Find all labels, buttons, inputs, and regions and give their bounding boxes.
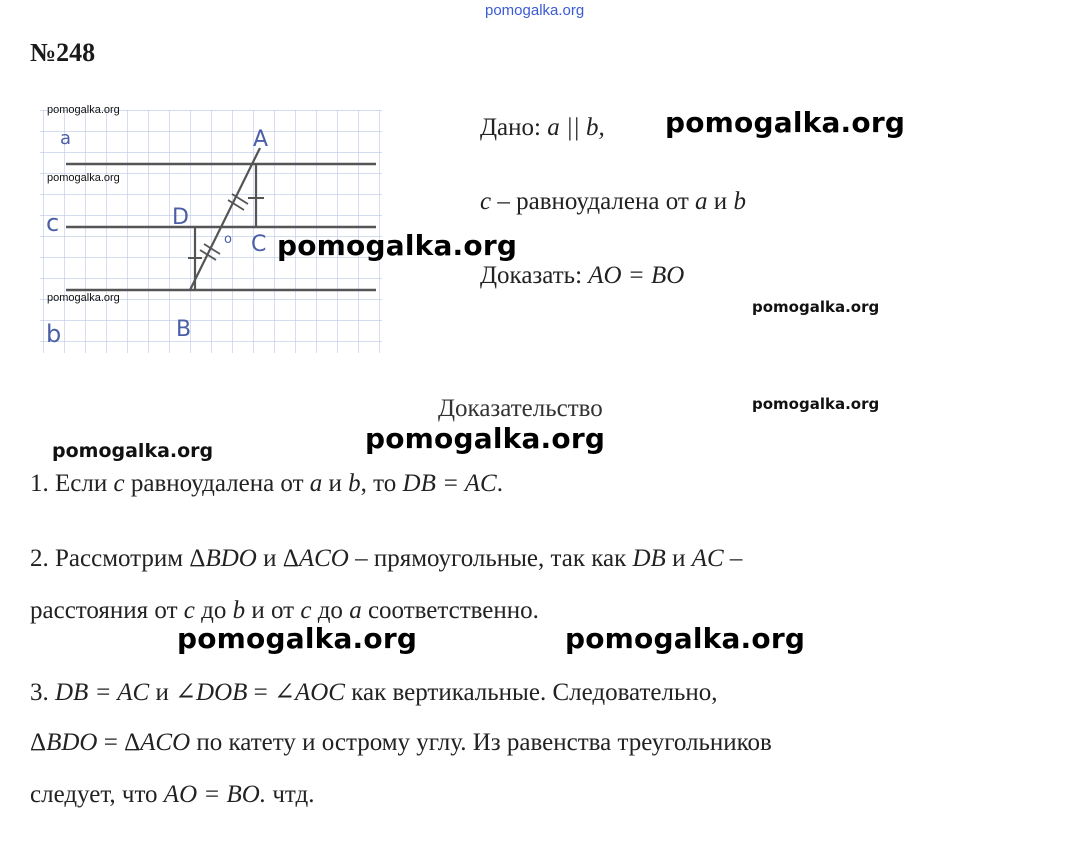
step3-text-6: = Δ bbox=[103, 729, 141, 756]
watermark-small-1: pomogalka.org bbox=[47, 104, 120, 116]
step1-var-a: a bbox=[309, 470, 323, 497]
step2-text-3: – прямоугольные, так как bbox=[355, 545, 627, 572]
watermark-mid-2: pomogalka.org bbox=[752, 395, 880, 413]
step2-var-c-2: c bbox=[300, 597, 312, 624]
step2-segment-db: DB bbox=[632, 545, 666, 572]
step2-text-6: расстояния от bbox=[30, 597, 178, 624]
step1-var-c: c bbox=[113, 470, 125, 497]
step2-var-a: a bbox=[349, 597, 362, 624]
given-expression: a || b, bbox=[547, 114, 605, 141]
watermark-big-1: pomogalka.org bbox=[665, 106, 906, 139]
top-watermark-link[interactable]: pomogalka.org bbox=[485, 2, 585, 19]
label-point-a: A bbox=[253, 127, 269, 152]
step2-text-1: 2. Рассмотрим Δ bbox=[30, 545, 206, 572]
proof-step-3-line-1 bbox=[30, 677, 718, 707]
step2-triangle-1: BDO bbox=[205, 545, 257, 572]
prove-line bbox=[480, 262, 684, 290]
given-c-line bbox=[480, 188, 746, 216]
step3-text-1: 3. bbox=[30, 679, 49, 706]
step1-var-b: b bbox=[348, 470, 361, 497]
step1-text-2: равноудалена от bbox=[130, 470, 304, 497]
given-label: Дано: bbox=[480, 114, 541, 141]
step3-equation-2: AO = BO. bbox=[163, 781, 267, 808]
proof-heading: Доказательство bbox=[438, 395, 603, 422]
geometry-figure bbox=[38, 100, 384, 355]
step1-text-4: , то bbox=[360, 470, 397, 497]
step3-text-7: по катету и острому углу. Из равенства треугольников bbox=[196, 729, 772, 756]
step3-angle-1: DOB bbox=[196, 679, 248, 706]
problem-number: №248 bbox=[30, 38, 96, 67]
step1-text-3: и bbox=[328, 470, 342, 497]
given-c-text: – равноудалена от bbox=[497, 188, 689, 215]
proof-step-1 bbox=[30, 470, 503, 498]
given-line bbox=[480, 114, 605, 142]
label-point-c: C bbox=[251, 232, 267, 257]
proof-step-2-line-2 bbox=[30, 597, 539, 625]
label-point-o: o bbox=[224, 232, 232, 247]
step2-text-9: до bbox=[317, 597, 343, 624]
step3-angle-2: AOC bbox=[294, 679, 345, 706]
watermark-small-2: pomogalka.org bbox=[47, 172, 120, 184]
step2-segment-ac: AC bbox=[691, 545, 724, 572]
step2-text-2: и Δ bbox=[263, 545, 299, 572]
watermark-small-3: pomogalka.org bbox=[47, 292, 120, 304]
label-c: c bbox=[46, 209, 60, 237]
step2-dash: – bbox=[729, 545, 743, 572]
watermark-big-5: pomogalka.org bbox=[565, 622, 806, 655]
given-a-var: a bbox=[695, 188, 708, 215]
step2-text-4: и bbox=[672, 545, 686, 572]
proof-step-2-line-1 bbox=[30, 545, 742, 573]
step3-text-8: следует, что bbox=[30, 781, 158, 808]
step1-period: . bbox=[496, 470, 503, 497]
label-a: a bbox=[60, 128, 72, 149]
step1-equation: DB = AC bbox=[402, 470, 497, 497]
step3-text-3: = ∠ bbox=[253, 679, 295, 706]
step3-text-2: и ∠ bbox=[155, 679, 197, 706]
proof-step-3-line-3 bbox=[30, 781, 314, 809]
step2-text-10: соответственно. bbox=[367, 597, 539, 624]
label-point-d: D bbox=[172, 205, 189, 230]
figure-drawing bbox=[38, 100, 384, 355]
proof-step-3-line-2 bbox=[30, 729, 772, 757]
step2-var-c-1: c bbox=[183, 597, 195, 624]
step2-text-8: и от bbox=[251, 597, 295, 624]
label-b: b bbox=[46, 320, 62, 348]
watermark-big-3: pomogalka.org bbox=[365, 422, 606, 455]
step2-var-b: b bbox=[232, 597, 246, 624]
watermark-big-4: pomogalka.org bbox=[177, 622, 418, 655]
step3-text-5: Δ bbox=[30, 729, 47, 756]
step3-equation-1: DB = AC bbox=[55, 679, 150, 706]
given-and: и bbox=[713, 188, 728, 215]
given-b-var: b bbox=[733, 188, 746, 215]
step2-triangle-2: ACO bbox=[298, 545, 349, 572]
label-point-b: B bbox=[176, 317, 192, 342]
prove-label: Доказать: bbox=[480, 262, 583, 289]
prove-expression: AO = BO bbox=[588, 262, 685, 289]
step3-qed: чтд. bbox=[272, 781, 315, 808]
given-c-var: c bbox=[480, 188, 492, 215]
step3-triangle-1: BDO bbox=[46, 729, 98, 756]
watermark-big-2: pomogalka.org bbox=[277, 229, 518, 262]
step3-triangle-2: ACO bbox=[140, 729, 191, 756]
watermark-mid-1: pomogalka.org bbox=[752, 298, 880, 316]
step1-text-1: 1. Если bbox=[30, 470, 108, 497]
watermark-mid-3: pomogalka.org bbox=[52, 440, 214, 462]
step2-text-7: до bbox=[201, 597, 227, 624]
step3-text-4: как вертикальные. Следовательно, bbox=[351, 679, 718, 706]
